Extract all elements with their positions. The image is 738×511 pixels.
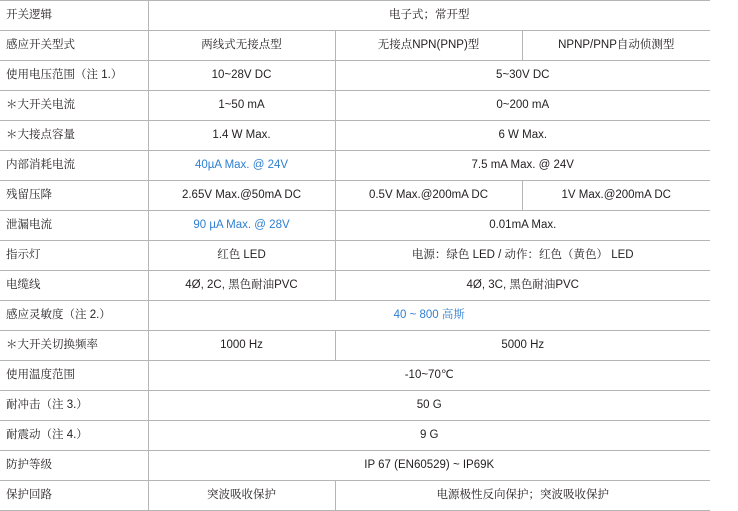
- row-value: 1.4 W Max.: [148, 121, 335, 151]
- table-row: [0, 61, 710, 91]
- row-value: 电源极性反向保护；突波吸收保护: [335, 481, 710, 511]
- table-row: [0, 121, 710, 151]
- row-value: 4Ø, 3C, 黑色耐油PVC: [335, 271, 710, 301]
- row-value: 7.5 mA Max. @ 24V: [335, 151, 710, 181]
- row-value: 1000 Hz: [148, 331, 335, 361]
- table-row: [0, 421, 710, 451]
- table-row: [0, 241, 710, 271]
- table-row: [0, 91, 710, 121]
- row-label: ＊大接点容量: [0, 121, 148, 151]
- row-label: 保护回路: [0, 481, 148, 511]
- row-label: 感应灵敏度（注 2.）: [0, 301, 148, 331]
- row-value: 电子式；常开型: [148, 1, 710, 31]
- row-value: 50 G: [148, 391, 710, 421]
- row-value: 90 µA Max. @ 28V: [148, 211, 335, 241]
- row-label: ＊大开关切换频率: [0, 331, 148, 361]
- row-label: 感应开关型式: [0, 31, 148, 61]
- table-row: [0, 481, 710, 511]
- row-label: 内部消耗电流: [0, 151, 148, 181]
- row-label: 耐冲击（注 3.）: [0, 391, 148, 421]
- table-row: [0, 391, 710, 421]
- row-value: 红色 LED: [148, 241, 335, 271]
- row-label: 泄漏电流: [0, 211, 148, 241]
- row-value: 无接点NPN(PNP)型: [335, 31, 522, 61]
- row-value: 4Ø, 2C, 黑色耐油PVC: [148, 271, 335, 301]
- row-value: NPNP/PNP自动侦测型: [522, 31, 710, 61]
- row-value: 2.65V Max.@50mA DC: [148, 181, 335, 211]
- table-row: [0, 1, 710, 31]
- row-value: 40µA Max. @ 24V: [148, 151, 335, 181]
- row-value: 1V Max.@200mA DC: [522, 181, 710, 211]
- row-value: IP 67 (EN60529) ~ IP69K: [148, 451, 710, 481]
- row-label: 防护等级: [0, 451, 148, 481]
- row-label: 耐震动（注 4.）: [0, 421, 148, 451]
- table-row: [0, 451, 710, 481]
- specification-table-body: [0, 1, 710, 511]
- row-label: ＊大开关电流: [0, 91, 148, 121]
- row-value: 0.01mA Max.: [335, 211, 710, 241]
- row-label: 电缆线: [0, 271, 148, 301]
- table-row: [0, 211, 710, 241]
- row-value: 电源：绿色 LED / 动作：红色（黄色） LED: [335, 241, 710, 271]
- table-row: [0, 271, 710, 301]
- row-label: 残留压降: [0, 181, 148, 211]
- row-value: 40 ~ 800 高斯: [148, 301, 710, 331]
- table-row: [0, 181, 710, 211]
- row-value: 0.5V Max.@200mA DC: [335, 181, 522, 211]
- row-value: -10~70℃: [148, 361, 710, 391]
- row-label: 使用电压范围（注 1.）: [0, 61, 148, 91]
- row-value: 突波吸收保护: [148, 481, 335, 511]
- table-row: [0, 361, 710, 391]
- row-value: 两线式无接点型: [148, 31, 335, 61]
- row-value: 1~50 mA: [148, 91, 335, 121]
- row-value: 5000 Hz: [335, 331, 710, 361]
- row-value: 9 G: [148, 421, 710, 451]
- row-label: 开关逻辑: [0, 1, 148, 31]
- table-row: [0, 331, 710, 361]
- row-value: 5~30V DC: [335, 61, 710, 91]
- table-row: [0, 151, 710, 181]
- row-label: 指示灯: [0, 241, 148, 271]
- table-row: [0, 31, 710, 61]
- row-label: 使用温度范围: [0, 361, 148, 391]
- row-value: 0~200 mA: [335, 91, 710, 121]
- row-value: 6 W Max.: [335, 121, 710, 151]
- table-row: [0, 301, 710, 331]
- row-value: 10~28V DC: [148, 61, 335, 91]
